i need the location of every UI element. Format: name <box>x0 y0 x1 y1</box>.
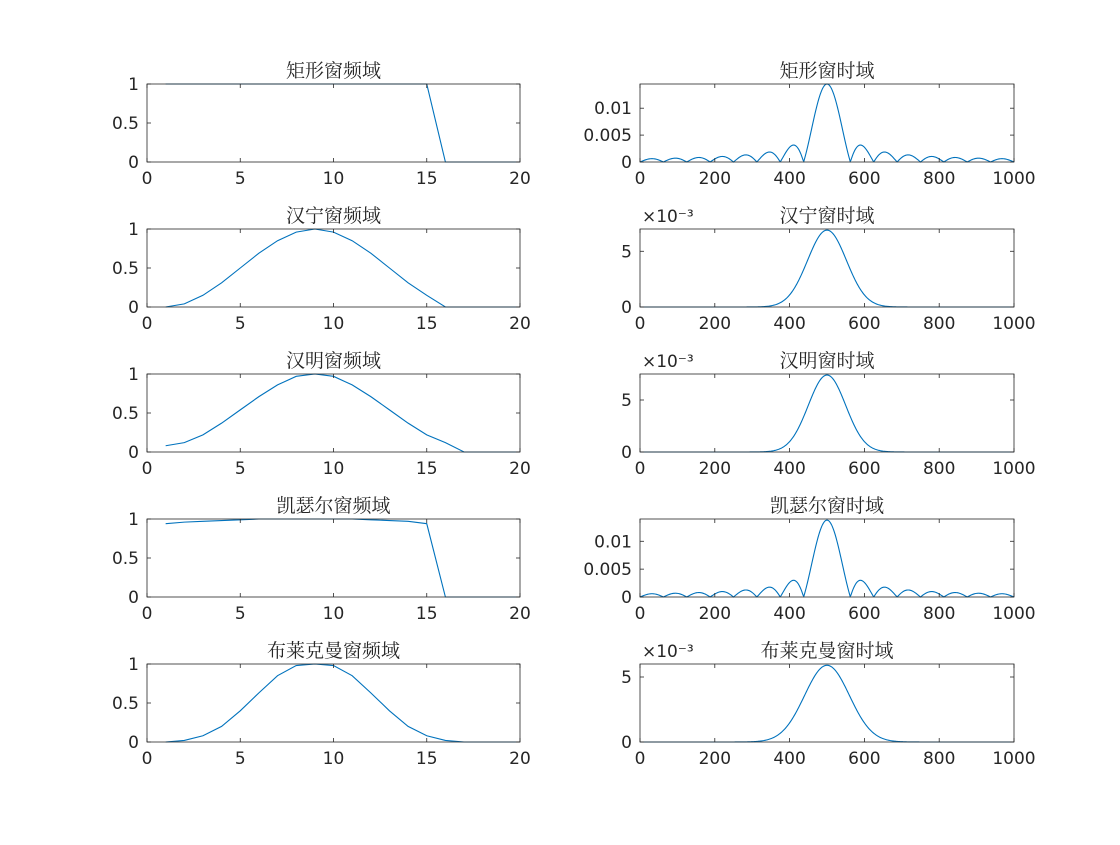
x-tick-label: 1000 <box>992 459 1036 479</box>
y-tick-label: 0.5 <box>111 259 139 279</box>
y-tick-label: 1 <box>128 655 139 675</box>
x-tick-label: 1000 <box>992 314 1036 334</box>
y-tick-label: 0 <box>621 153 632 173</box>
x-tick-label: 15 <box>415 169 438 189</box>
subplot-2 <box>583 60 1035 189</box>
y-tick-label: 5 <box>621 668 632 688</box>
subplot-title: 汉宁窗频域 <box>285 205 382 227</box>
subplot-6 <box>621 350 1035 479</box>
y-tick-label: 0 <box>128 298 139 318</box>
subplot-8 <box>583 495 1035 624</box>
y-tick-label: 0.01 <box>594 532 632 553</box>
y-tick-label: 1 <box>128 365 139 385</box>
x-tick-label: 600 <box>848 459 881 479</box>
y-exponent-label: ×10⁻³ <box>642 642 694 662</box>
x-tick-label: 20 <box>509 749 531 769</box>
subplot-title: 汉宁窗时域 <box>779 205 875 227</box>
x-tick-label: 5 <box>234 314 246 334</box>
x-tick-label: 800 <box>922 604 956 624</box>
x-tick-label: 200 <box>698 604 732 624</box>
x-tick-label: 20 <box>509 314 531 334</box>
subplot-9 <box>112 640 531 769</box>
y-tick-label: 0 <box>128 443 139 463</box>
x-tick-label: 5 <box>234 749 246 769</box>
y-tick-label: 0 <box>621 298 632 318</box>
y-tick-label: 0 <box>621 443 632 463</box>
x-tick-label: 5 <box>234 604 246 624</box>
x-tick-label: 0 <box>141 314 153 334</box>
y-tick-label: 0 <box>128 153 139 173</box>
x-tick-label: 400 <box>773 604 806 624</box>
y-tick-label: 0.005 <box>583 126 632 147</box>
x-tick-label: 0 <box>141 459 153 479</box>
x-tick-label: 0 <box>141 169 153 189</box>
y-tick-label: 0.5 <box>111 694 139 714</box>
x-tick-label: 10 <box>322 459 345 479</box>
x-tick-label: 400 <box>773 169 806 189</box>
x-tick-label: 10 <box>322 749 345 769</box>
y-tick-label: 0 <box>128 588 139 608</box>
x-tick-label: 1000 <box>992 749 1036 769</box>
x-tick-label: 15 <box>415 459 438 479</box>
x-tick-label: 20 <box>509 459 531 479</box>
plot-area <box>640 374 1014 452</box>
subplot-title: 矩形窗时域 <box>779 60 875 82</box>
x-tick-label: 20 <box>509 604 531 624</box>
x-tick-label: 200 <box>698 314 732 334</box>
y-tick-label: 0.005 <box>583 560 632 581</box>
x-tick-label: 400 <box>773 314 806 334</box>
y-exponent-label: ×10⁻³ <box>642 352 694 372</box>
y-tick-label: 5 <box>621 242 632 263</box>
x-tick-label: 10 <box>322 169 345 189</box>
y-tick-label: 0 <box>621 733 632 753</box>
x-tick-label: 10 <box>322 604 345 624</box>
x-tick-label: 0 <box>141 604 153 624</box>
plot-area <box>640 519 1014 597</box>
y-tick-label: 1 <box>128 75 139 95</box>
x-tick-label: 600 <box>848 604 881 624</box>
subplot-title: 矩形窗频域 <box>285 60 382 82</box>
x-tick-label: 0 <box>634 459 646 479</box>
x-tick-label: 15 <box>415 314 438 334</box>
plot-area <box>147 664 520 742</box>
y-tick-label: 5 <box>621 391 632 411</box>
y-tick-label: 0.5 <box>111 549 139 569</box>
x-tick-label: 10 <box>322 314 345 334</box>
x-tick-label: 15 <box>415 749 438 769</box>
subplot-1 <box>112 60 531 189</box>
x-tick-label: 600 <box>848 749 881 769</box>
plot-area <box>640 229 1014 307</box>
y-tick-label: 0.5 <box>111 404 139 424</box>
x-tick-label: 600 <box>848 169 881 189</box>
y-tick-label: 0 <box>128 733 139 753</box>
subplot-4 <box>621 205 1035 334</box>
plot-area <box>640 84 1014 162</box>
x-tick-label: 20 <box>509 169 531 189</box>
y-tick-label: 0 <box>621 588 632 608</box>
x-tick-label: 400 <box>773 459 806 479</box>
x-tick-label: 200 <box>698 749 732 769</box>
x-tick-label: 0 <box>634 749 646 769</box>
y-tick-label: 0.5 <box>111 114 139 134</box>
x-tick-label: 15 <box>415 604 438 624</box>
x-tick-label: 800 <box>922 749 956 769</box>
x-tick-label: 200 <box>698 169 732 189</box>
subplot-10 <box>621 640 1035 769</box>
subplot-5 <box>112 350 531 479</box>
x-tick-label: 800 <box>922 169 956 189</box>
subplot-title: 汉明窗时域 <box>779 350 875 372</box>
plot-area <box>147 374 520 452</box>
x-tick-label: 5 <box>234 169 246 189</box>
subplot-title: 凯瑟尔窗时域 <box>769 495 885 517</box>
x-tick-label: 0 <box>634 604 646 624</box>
x-tick-label: 600 <box>848 314 881 334</box>
x-tick-label: 400 <box>773 749 806 769</box>
x-tick-label: 5 <box>234 459 246 479</box>
plot-area <box>147 519 520 597</box>
x-tick-label: 0 <box>141 749 153 769</box>
subplot-3 <box>112 205 531 334</box>
y-tick-label: 1 <box>128 510 139 530</box>
subplot-title: 凯瑟尔窗频域 <box>276 495 391 517</box>
subplot-title: 布莱克曼窗时域 <box>760 640 894 662</box>
y-exponent-label: ×10⁻³ <box>642 207 694 227</box>
x-tick-label: 800 <box>922 459 956 479</box>
x-tick-label: 1000 <box>992 169 1036 189</box>
x-tick-label: 200 <box>698 459 732 479</box>
x-tick-label: 0 <box>634 314 646 334</box>
y-tick-label: 0.01 <box>594 99 632 120</box>
x-tick-label: 0 <box>634 169 646 189</box>
plot-area <box>640 664 1014 742</box>
x-tick-label: 800 <box>922 314 956 334</box>
plot-area <box>147 84 520 162</box>
subplot-title: 汉明窗频域 <box>285 350 382 372</box>
subplot-7 <box>112 495 531 624</box>
subplot-title: 布莱克曼窗频域 <box>266 640 401 662</box>
y-tick-label: 1 <box>128 220 139 240</box>
x-tick-label: 1000 <box>992 604 1036 624</box>
